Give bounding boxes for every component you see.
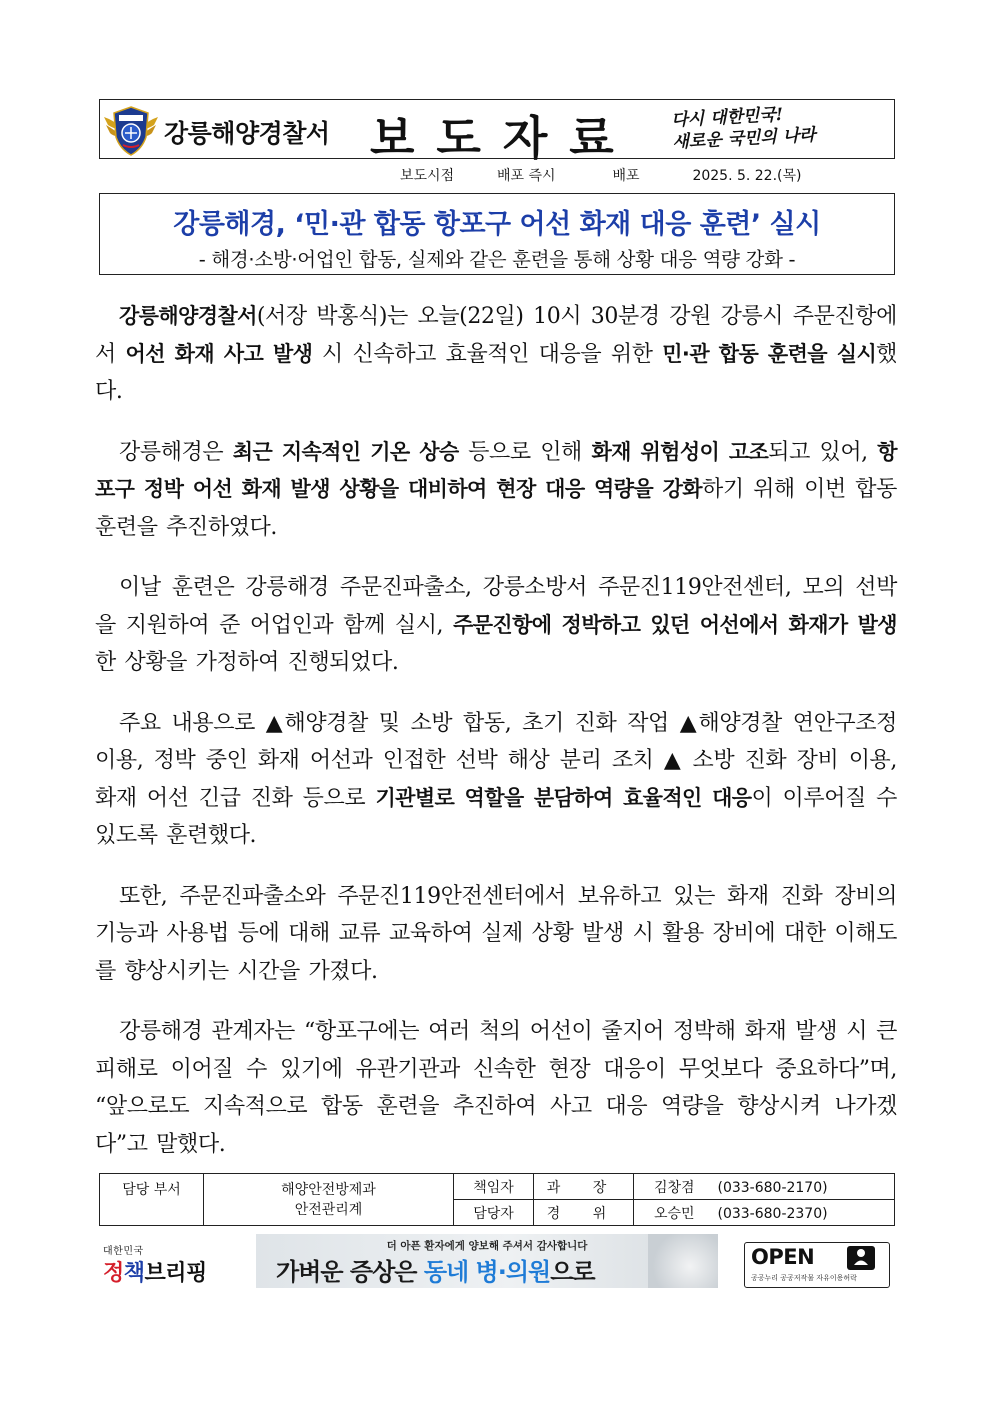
open-caption: 공공누리 공공저작물 자유이용허락 [751,1274,857,1282]
headline-box [99,193,895,275]
contact-rank: 과 장 [534,1174,634,1200]
subheadline: - 해경·소방·어업인 합동, 실제와 같은 훈련을 통해 상황 대응 역량 강화 - [198,248,796,271]
p1-bold-2: 어선 화재 사고 발생 [125,341,313,366]
contact-phone: (033-680-2170) [717,1179,828,1196]
p1-bold-3: 민·관 합동 훈련을 실시 [662,341,877,366]
policy-logo-char: 책 [123,1261,145,1286]
slogan [669,98,891,161]
contact-person [634,1200,895,1226]
p2-text-4: 하기 위해 이번 합동 훈련을 추진하였다. [95,477,897,540]
p2-bold-1: 최근 지속적인 기온 상승 [232,439,459,464]
p3-bold-1: 주문진항에 정박하고 있던 어선에서 화재가 발생 [453,612,897,637]
p1-text-3: 했다. [95,341,897,404]
banner-caption: 더 아픈 환자에게 양보해 주셔서 감사합니다 [386,1240,588,1252]
p4-text-1: 주요 내용으로 ▲해양경찰 및 소방 합동, 초기 진화 작업 ▲해양경찰 연안구조정 이용, 정박 중인 화재 어선과 인접한 선박 해상 분리 조치 ▲ 소방 진화 장비 이용, 화재 어선 긴급 진화 등으로 [95,710,897,811]
contact-row [100,1174,895,1200]
paragraph-5 [95,878,897,991]
dept-label: 담당 부서 [100,1174,204,1226]
contact-person [634,1174,895,1200]
policy-logo-char: 정 [103,1261,124,1286]
p2-text-1: 강릉해경은 [119,439,233,465]
dept-line-2: 안전관리계 [294,1201,363,1218]
banner-headline [276,1252,595,1287]
press-header [99,99,895,165]
org-name: 강릉해양경찰서 [164,119,330,148]
contact-role: 책임자 [454,1174,534,1200]
p2-bold-3: 항포구 정박 어선 화재 발생 상황을 대비하여 현장 대응 역량을 강화 [95,439,897,501]
release-info [400,165,802,185]
paragraph-2 [95,434,897,547]
policy-logo-char: 브 [144,1261,166,1286]
p3-text-1: 이날 훈련은 강릉해경 주문진파출소, 강릉소방서 주문진119안전센터, 모의 선박을 지원하여 준 어업인과 함께 실시, [95,575,897,638]
dept-name [204,1174,454,1226]
dept-line-1: 해양안전방제과 [281,1181,376,1198]
policy-logo-big [103,1256,223,1287]
p2-text-3: 되고 있어, [768,439,878,465]
kogl-open-badge [744,1242,890,1288]
article-body [95,298,897,1186]
banner-headline-2: 동네 병·의원 [423,1258,551,1286]
p4-bold-1: 기관별로 역할을 분담하여 효율적인 대응 [375,785,752,810]
contact-name: 김창겸 [654,1179,695,1196]
p1-text-1: (서장 박홍식)는 오늘(22일) 10시 30분경 강원 강릉시 주문진항에서 [95,304,897,367]
p1-bold-1: 강릉해양경찰서 [119,304,257,328]
person-icon [847,1246,875,1270]
policy-logo-char: 리 [165,1261,187,1286]
coast-guard-emblem-icon [102,103,160,157]
release-label: 보도시점 [400,168,455,184]
slogan-line-1: 다시 대한민국! [670,104,784,131]
paragraph-4 [95,705,897,855]
p5-text-1: 또한, 주문진파출소와 주문진119안전센터에서 보유하고 있는 화재 진화 장비의 기능과 사용법 등에 대해 교류 교육하여 실제 상황 발생 시 활용 장비에 대한 이해도를 향상시키는 시간을 가졌다. [95,883,897,984]
banner-headline-3: 으로 [550,1258,595,1286]
slogan-line-2: 새로운 국민의 나라 [671,125,817,153]
banner-headline-1: 가벼운 증상은 [276,1258,424,1286]
paragraph-6 [95,1013,897,1163]
p2-bold-2: 화재 위험성이 고조 [591,439,769,464]
paragraph-1 [95,298,897,411]
contact-rank: 경 위 [534,1200,634,1226]
release-date: 2025. 5. 22.(목) [692,168,802,184]
contact-role: 담당자 [454,1200,534,1226]
p3-text-2: 한 상황을 가정하여 진행되었다. [95,650,399,675]
distribution-label: 배포 [612,168,640,184]
policy-briefing-logo [103,1242,223,1286]
press-release-title: 보도자료 [370,111,636,165]
p2-text-2: 등으로 인해 [458,439,592,465]
contact-table [99,1173,895,1226]
paragraph-3 [95,569,897,682]
policy-logo-char: 핑 [186,1261,207,1286]
contact-name: 오승민 [654,1205,695,1222]
p1-text-2: 시 신속하고 효율적인 대응을 위한 [312,341,663,367]
health-campaign-banner [256,1234,718,1288]
p4-text-2: 이 이루어질 수 있도록 훈련했다. [95,785,897,848]
headline: 강릉해경, ‘민·관 합동 항포구 어선 화재 대응 훈련’ 실시 [173,209,821,240]
attribution-person-icon [847,1246,875,1270]
contact-phone: (033-680-2370) [717,1205,828,1222]
open-text: OPEN [751,1245,815,1269]
policy-logo-small: 대한민국 [103,1246,144,1257]
release-timing: 배포 즉시 [497,168,556,184]
p6-text-1: 강릉해경 관계자는 “항포구에는 여러 척의 어선이 줄지어 정박해 화재 발생 시 큰 피해로 이어질 수 있기에 유관기관과 신속한 현장 대응이 무엇보다 중요하다”며, “앞으로도 지속적으로 합동 훈련을 추진하여 사고 대응 역량을 향상시켜 나가겠다”고 말했다. [95,1019,897,1157]
